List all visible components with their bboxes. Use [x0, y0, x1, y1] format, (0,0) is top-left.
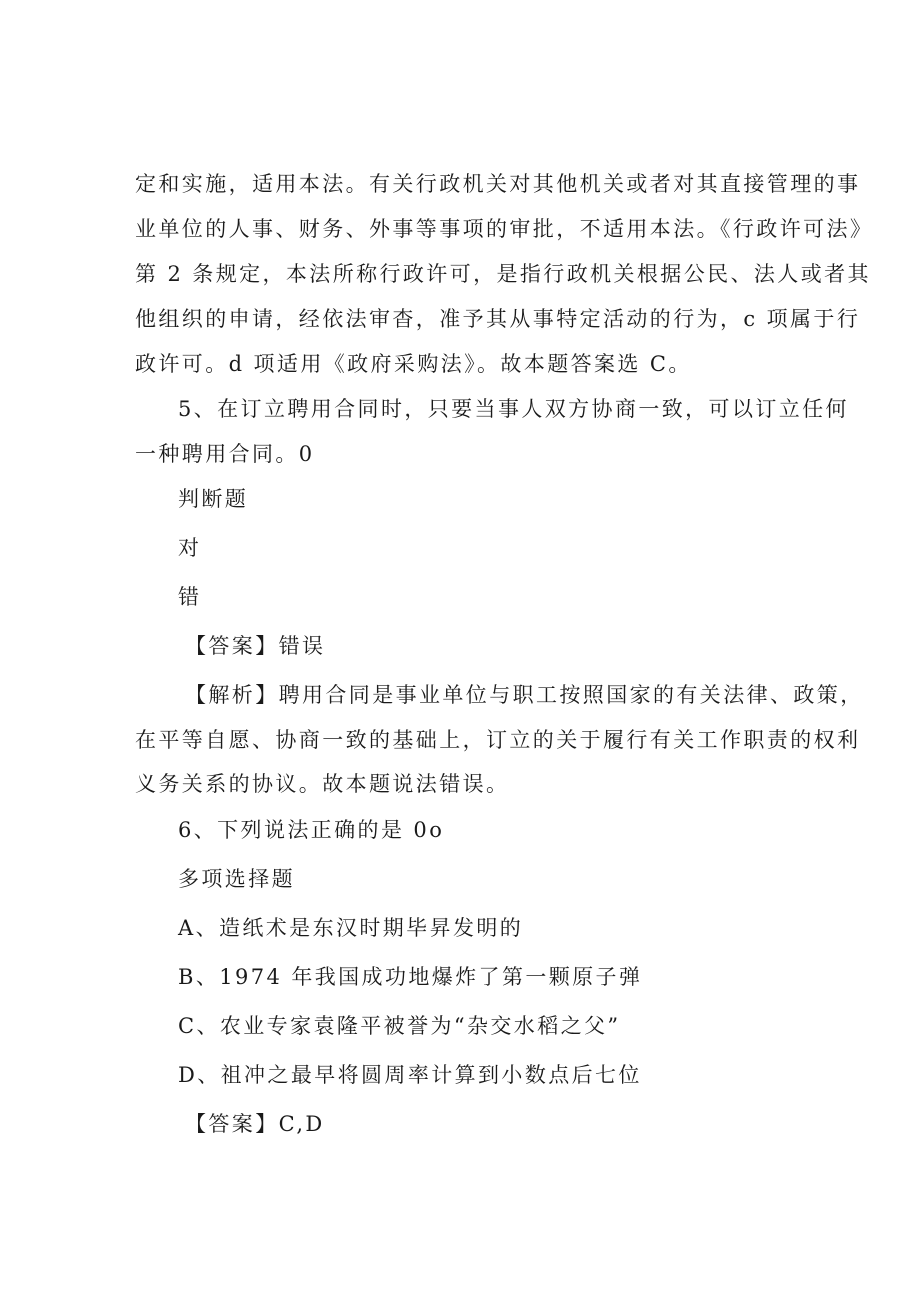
- question-stem: 5、在订立聘用合同时，只要当事人双方协商一致，可以订立任何: [178, 397, 849, 421]
- option-item: 错: [178, 585, 202, 609]
- question-stem: 6、下列说法正确的是 0o: [178, 818, 445, 842]
- paragraph-line: 第 2 条规定，本法所称行政许可，是指行政机关根据公民、法人或者其: [135, 262, 871, 286]
- paragraph-line: 政许可。d 项适用《政府采购法》。故本题答案选 C。: [135, 352, 692, 376]
- option-item: A、造纸术是东汉时期毕昇发明的: [178, 916, 524, 940]
- analysis-line: 义务关系的协议。故本题说法错误。: [135, 772, 510, 796]
- paragraph-line: 业单位的人事、财务、外事等事项的审批，不适用本法。《行政许可法》: [135, 217, 874, 241]
- answer-label: 【答案】错误: [185, 634, 326, 658]
- question-stem: 一种聘用合同。0: [135, 442, 315, 466]
- question-type: 判断题: [178, 487, 249, 511]
- question-type: 多项选择题: [178, 867, 295, 891]
- option-item: B、1974 年我国成功地爆炸了第一颗原子弹: [178, 965, 643, 989]
- option-item: 对: [178, 536, 202, 560]
- option-item: D、祖冲之最早将圆周率计算到小数点后七位: [178, 1063, 642, 1087]
- analysis-line: 在平等自愿、协商一致的基础上，订立的关于履行有关工作职责的权利: [135, 728, 861, 752]
- analysis-line: 【解析】聘用合同是事业单位与职工按照国家的有关法律、政策，: [185, 683, 864, 707]
- option-item: C、农业专家袁隆平被誉为“杂交水稻之父”: [178, 1014, 621, 1038]
- paragraph-line: 定和实施，适用本法。有关行政机关对其他机关或者对其直接管理的事: [135, 172, 861, 196]
- answer-label: 【答案】C,D: [185, 1112, 325, 1136]
- paragraph-line: 他组织的申请，经依法审杳，准予其从事特定活动的行为，c 项属于行: [135, 307, 861, 331]
